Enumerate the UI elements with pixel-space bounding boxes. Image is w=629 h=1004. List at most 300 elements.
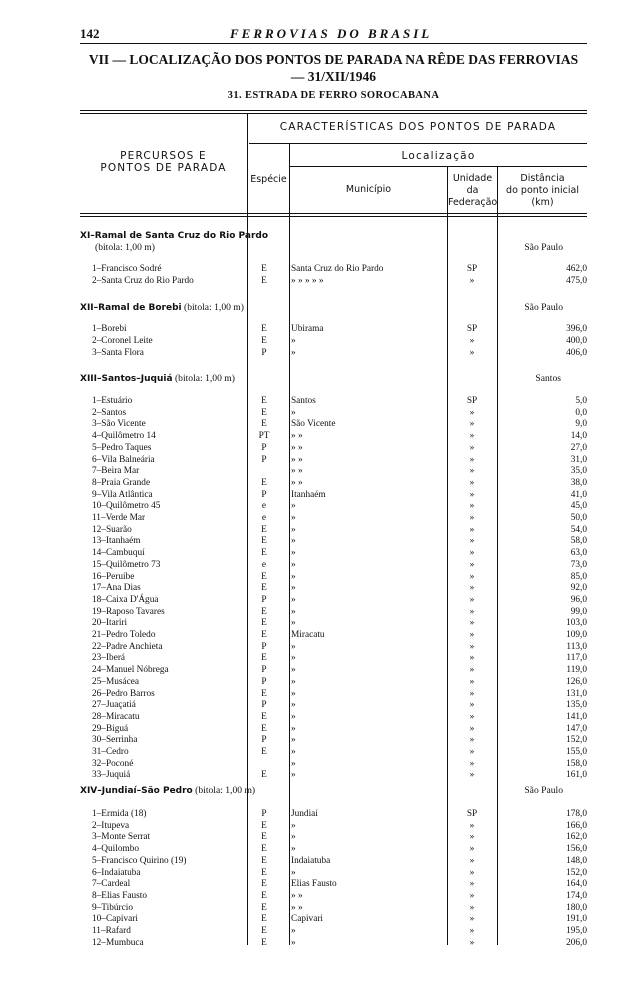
row-species: E [261,844,267,855]
row-distance: 14,0 [570,431,587,442]
row-species: E [261,571,267,582]
row-name: 9–Vila Atlântica [92,489,153,500]
header-bottom-rule-double [80,216,587,217]
row-name: 16–Peruíbe [92,571,135,582]
row-municipality: Jundiaí [291,809,318,819]
row-name: 32–Poconé [92,758,134,769]
row-municipality: Miracatu [291,630,325,640]
row-species: P [261,489,267,500]
row-distance: 38,0 [570,477,587,488]
unit-header-line2: da [466,185,479,196]
row-uf: » [469,536,475,547]
table-row [80,275,587,287]
row-uf: » [469,770,475,781]
row-uf: » [469,914,475,925]
unit-header-line3: Federação [448,197,498,208]
section-name: XI–Ramal de Santa Cruz do Rio Pardo [80,231,269,241]
row-species: P [261,665,267,676]
row-distance: 50,0 [570,513,587,523]
row-name: 19–Raposo Tavares [92,606,165,617]
row-uf: » [469,723,475,734]
row-species: E [261,536,267,547]
table-row [80,758,587,770]
row-uf: SP [466,396,478,406]
row-distance: 45,0 [570,501,587,512]
table-row [80,711,587,723]
unit-header [448,173,497,209]
row-distance: 141,0 [566,711,587,722]
row-municipality: Itanhaém [291,489,326,500]
table-row [80,913,587,925]
row-species: P [261,735,267,746]
row-municipality: » [291,700,296,711]
row-uf: » [469,926,475,936]
row-distance: 131,0 [566,688,587,699]
row-municipality: » » [291,902,303,913]
row-municipality: Elias Fausto [291,879,337,890]
table-row [80,407,587,419]
distance-header-line2: do ponto inicial [506,185,579,196]
row-name: 10–Quilômetro 45 [92,501,161,512]
table-row [80,594,587,606]
row-municipality: » » [291,466,303,477]
row-name: 4–Quilombo [92,844,140,855]
table-row [80,442,587,454]
row-name: 2–Coronel Leite [92,336,153,346]
header-bottom-rule [80,213,587,214]
row-uf: » [469,711,475,722]
table-row [80,465,587,477]
row-municipality: » » » » » [291,276,324,286]
row-municipality: São Vicente [291,419,336,430]
row-uf: » [469,700,475,711]
row-municipality: » [291,665,296,676]
table-row [80,347,587,359]
row-municipality: Ubirama [291,324,324,334]
row-species: E [261,867,267,878]
row-distance: 109,0 [566,630,587,640]
row-species: E [261,618,267,629]
row-uf: » [469,641,475,652]
row-uf: SP [466,809,478,819]
row-distance: 119,0 [566,665,587,676]
routes-header-line1: PERCURSOS E [120,150,207,162]
table-row [80,489,587,501]
row-species: E [261,264,267,274]
row-species: E [261,770,267,781]
row-distance: 156,0 [566,844,587,855]
section-reference: Santos [535,373,561,384]
row-municipality: » [291,513,296,523]
row-species: E [261,653,267,664]
row-distance: 148,0 [566,855,587,866]
row-uf: » [469,937,475,948]
row-species: E [261,723,267,734]
table-row [80,867,587,879]
row-uf: SP [466,264,478,274]
table-row [80,902,587,914]
row-species: E [261,747,267,757]
row-name: 9–Tibúrcio [92,902,133,913]
row-municipality: » [291,501,296,512]
row-municipality: Santos [291,396,316,406]
distance-header [498,173,587,209]
row-municipality: » [291,606,296,617]
running-head [80,26,587,42]
row-species: E [261,407,267,418]
row-uf: » [469,466,475,477]
row-uf: » [469,820,475,831]
row-distance: 135,0 [566,700,587,711]
row-species: E [261,606,267,617]
row-name: 29–Biguá [92,723,129,734]
row-name: 11–Verde Mar [92,513,146,523]
row-name: 17–Ana Dias [92,583,141,594]
row-municipality: » [291,559,296,570]
row-municipality: » [291,711,296,722]
row-distance: 9,0 [575,419,587,430]
row-species: E [261,937,267,948]
row-municipality: » [291,407,296,418]
characteristics-header: CARACTERÍSTICAS DOS PONTOS DE PARADA [279,121,557,133]
section-gauge: (bitola: 1,00 m) [174,373,235,384]
row-name: 5–Francisco Quirino (19) [92,855,187,866]
row-uf: » [469,676,475,687]
row-uf: » [469,524,475,535]
row-municipality: » » [291,454,303,465]
section-name: XIV–Jundiaí–São Pedro [80,786,193,796]
row-uf: SP [466,324,478,334]
row-uf: » [469,618,475,629]
row-name: 6–Indaiatuba [92,867,141,878]
row-distance: 152,0 [566,735,587,746]
row-distance: 103,0 [566,618,587,629]
row-species: P [261,641,267,652]
row-municipality: » [291,735,296,746]
routes-header [80,150,247,174]
row-distance: 180,0 [566,902,587,913]
row-municipality: » » [291,477,303,488]
table-row [80,890,587,902]
row-name: 3–Monte Serrat [92,832,151,843]
table-row [80,582,587,594]
row-species: E [261,855,267,866]
row-name: 22–Padre Anchieta [92,641,163,652]
row-species: E [261,477,267,488]
row-distance: 475,0 [566,276,587,286]
row-uf: » [469,571,475,582]
row-municipality: » [291,594,296,605]
row-species: P [261,442,267,453]
section-name: XIII–Santos–Juquiá [80,374,173,384]
row-name: 6–Vila Balneária [92,454,155,465]
row-uf: » [469,348,475,358]
row-municipality: » [291,618,296,629]
publication-title: FERROVIAS DO BRASIL [230,26,433,41]
row-uf: » [469,606,475,617]
row-species: E [261,711,267,722]
row-species: E [261,324,267,334]
row-species: E [261,914,267,925]
row-name: 11–Rafard [92,926,131,936]
row-distance: 191,0 [566,914,587,925]
table-row [80,629,587,641]
table-row [80,263,587,275]
row-species: E [261,630,267,640]
row-distance: 27,0 [570,442,587,453]
distance-header-line3: (km) [531,197,554,208]
row-uf: » [469,665,475,676]
row-uf: » [469,832,475,843]
row-name: 10–Capivari [92,914,138,925]
table-row [80,606,587,618]
table-row [80,746,587,758]
row-uf: » [469,336,475,346]
row-species: E [261,820,267,831]
species-header: Espécie [250,174,287,185]
row-distance: 158,0 [566,758,587,769]
table-row [80,617,587,629]
row-name: 33–Juquiá [92,770,131,781]
row-name: 2–Santa Cruz do Rio Pardo [92,276,194,286]
section-gauge: (bitola: 1,00 m) [184,302,244,313]
location-rule [290,166,587,167]
row-municipality: » [291,937,296,948]
row-uf: » [469,548,475,559]
table-row [80,820,587,832]
row-municipality: » [291,571,296,582]
row-distance: 396,0 [566,324,587,334]
row-uf: » [469,442,475,453]
row-distance: 99,0 [570,606,587,617]
row-species: E [261,583,267,594]
row-species: E [261,524,267,535]
table-top-rule-double [80,113,587,114]
row-uf: » [469,630,475,640]
row-uf: » [469,890,475,901]
row-species: P [261,676,267,687]
table-row [80,535,587,547]
row-distance: 126,0 [566,676,587,687]
row-municipality: Capivari [291,914,324,925]
table-row [80,335,587,347]
row-uf: » [469,879,475,890]
row-name: 30–Serrinha [92,735,138,746]
row-species: P [261,700,267,711]
table-row [80,808,587,820]
row-uf: » [469,747,475,757]
row-municipality: Indaiatuba [291,855,331,866]
row-distance: 58,0 [570,536,587,547]
table-row [80,559,587,571]
row-uf: » [469,419,475,430]
row-distance: 96,0 [570,594,587,605]
row-uf: » [469,867,475,878]
table-row [80,652,587,664]
row-municipality: » [291,548,296,559]
row-name: 7–Beira Mar [92,466,140,477]
row-name: 15–Quilômetro 73 [92,559,161,570]
row-uf: » [469,407,475,418]
row-name: 1–Francisco Sodré [92,264,162,274]
table-title-line1: VII — LOCALIZAÇÃO DOS PONTOS DE PARADA NA RÊDE DAS FERROVIAS [88,52,579,67]
row-name: 5–Pedro Taques [92,442,152,453]
row-distance: 92,0 [570,583,587,594]
row-distance: 166,0 [566,820,587,831]
row-municipality: » [291,524,296,535]
row-distance: 164,0 [566,879,587,890]
table-row [80,512,587,524]
row-name: 1–Borebi [92,324,127,334]
row-name: 26–Pedro Barros [92,688,155,699]
row-species: E [261,419,267,430]
row-name: 27–Juaçatiá [92,700,136,711]
row-species: P [261,809,267,819]
location-header: Localização [401,150,476,162]
row-municipality: » » [291,890,303,901]
characteristics-rule [249,143,587,144]
row-species: E [261,336,267,346]
row-uf: » [469,594,475,605]
row-name: 23–Iberá [92,653,126,664]
row-species: E [261,926,267,936]
row-name: 2–Santos [92,407,127,418]
row-species: PT [258,431,270,442]
section-heading [80,301,587,315]
row-municipality: » » [291,431,303,442]
row-uf: » [469,855,475,866]
row-municipality: » [291,832,296,843]
row-municipality: » [291,676,296,687]
table-row [80,769,587,781]
table-row [80,418,587,430]
row-distance: 195,0 [566,926,587,936]
table-row [80,937,587,949]
row-species: E [261,688,267,699]
table-row [80,395,587,407]
table-row [80,477,587,489]
row-uf: » [469,688,475,699]
table-row [80,723,587,735]
row-uf: » [469,758,475,769]
row-species: e [261,501,267,512]
row-species: E [261,902,267,913]
table-row [80,699,587,711]
row-distance: 462,0 [566,264,587,274]
row-municipality: » [291,688,296,699]
row-uf: » [469,489,475,500]
row-uf: » [469,735,475,746]
row-name: 2–Itupeva [92,820,130,831]
table-row [80,855,587,867]
section-reference: São Paulo [524,302,563,313]
header-rule [80,43,587,44]
table-row [80,430,587,442]
table-title-line2: — 31/XII/1946 [290,69,377,84]
distance-header-line1: Distância [520,173,565,184]
row-distance: 41,0 [570,489,587,500]
table-row [80,676,587,688]
table-row [80,454,587,466]
row-name: 31–Cedro [92,747,129,757]
row-distance: 152,0 [566,867,587,878]
row-uf: » [469,559,475,570]
row-distance: 73,0 [570,559,587,570]
row-distance: 406,0 [566,348,587,358]
section-reference: São Paulo [524,785,563,796]
row-uf: » [469,276,475,286]
railway-subtitle: 31. ESTRADA DE FERRO SOROCABANA [227,90,440,101]
routes-header-line2: PONTOS DE PARADA [100,162,227,174]
row-name: 21–Pedro Toledo [92,630,156,640]
table-row [80,323,587,335]
table-row [80,831,587,843]
row-species: P [261,348,267,358]
row-species: P [261,594,267,605]
row-name: 14–Cambuquí [92,548,145,559]
row-distance: 178,0 [566,809,587,819]
table-row [80,664,587,676]
row-uf: » [469,653,475,664]
row-uf: » [469,513,475,523]
table-row [80,571,587,583]
row-name: 7–Cardeal [92,879,131,890]
row-distance: 117,0 [566,653,587,664]
row-name: 4–Quilômetro 14 [92,431,156,442]
municipality-header: Município [345,184,392,195]
row-distance: 147,0 [566,723,587,734]
row-species: E [261,890,267,901]
row-municipality: » [291,770,296,781]
table-row [80,547,587,559]
row-municipality: » [291,723,296,734]
row-species: e [261,559,267,570]
row-name: 3–São Vicente [92,419,146,430]
section-gauge: (bitola: 1,00 m) [95,242,155,253]
row-distance: 31,0 [570,454,587,465]
row-distance: 85,0 [570,571,587,582]
row-species: P [261,454,267,465]
row-name: 13–Itanhaém [92,536,141,547]
row-municipality: » [291,583,296,594]
table-row [80,641,587,653]
row-distance: 400,0 [566,336,587,346]
section-heading [80,784,587,798]
row-uf: » [469,431,475,442]
row-distance: 162,0 [566,832,587,843]
row-municipality: » » [291,442,303,453]
table-row [80,925,587,937]
row-municipality: » [291,747,296,757]
row-municipality: » [291,867,296,878]
row-municipality: » [291,926,296,936]
row-uf: » [469,477,475,488]
row-municipality: Santa Cruz do Rio Pardo [291,264,384,274]
row-name: 8–Praia Grande [92,477,151,488]
row-name: 24–Manuel Nóbrega [92,665,169,676]
row-species: E [261,832,267,843]
row-species: E [261,276,267,286]
row-species: E [261,396,267,406]
section-heading [80,372,587,386]
row-species: e [261,513,267,523]
table-row [80,843,587,855]
row-species: E [261,548,267,559]
row-distance: 155,0 [566,747,587,757]
section-name: XII–Ramal de Borebi [80,303,182,313]
row-distance: 161,0 [566,770,587,781]
row-name: 1–Estuário [92,396,133,406]
